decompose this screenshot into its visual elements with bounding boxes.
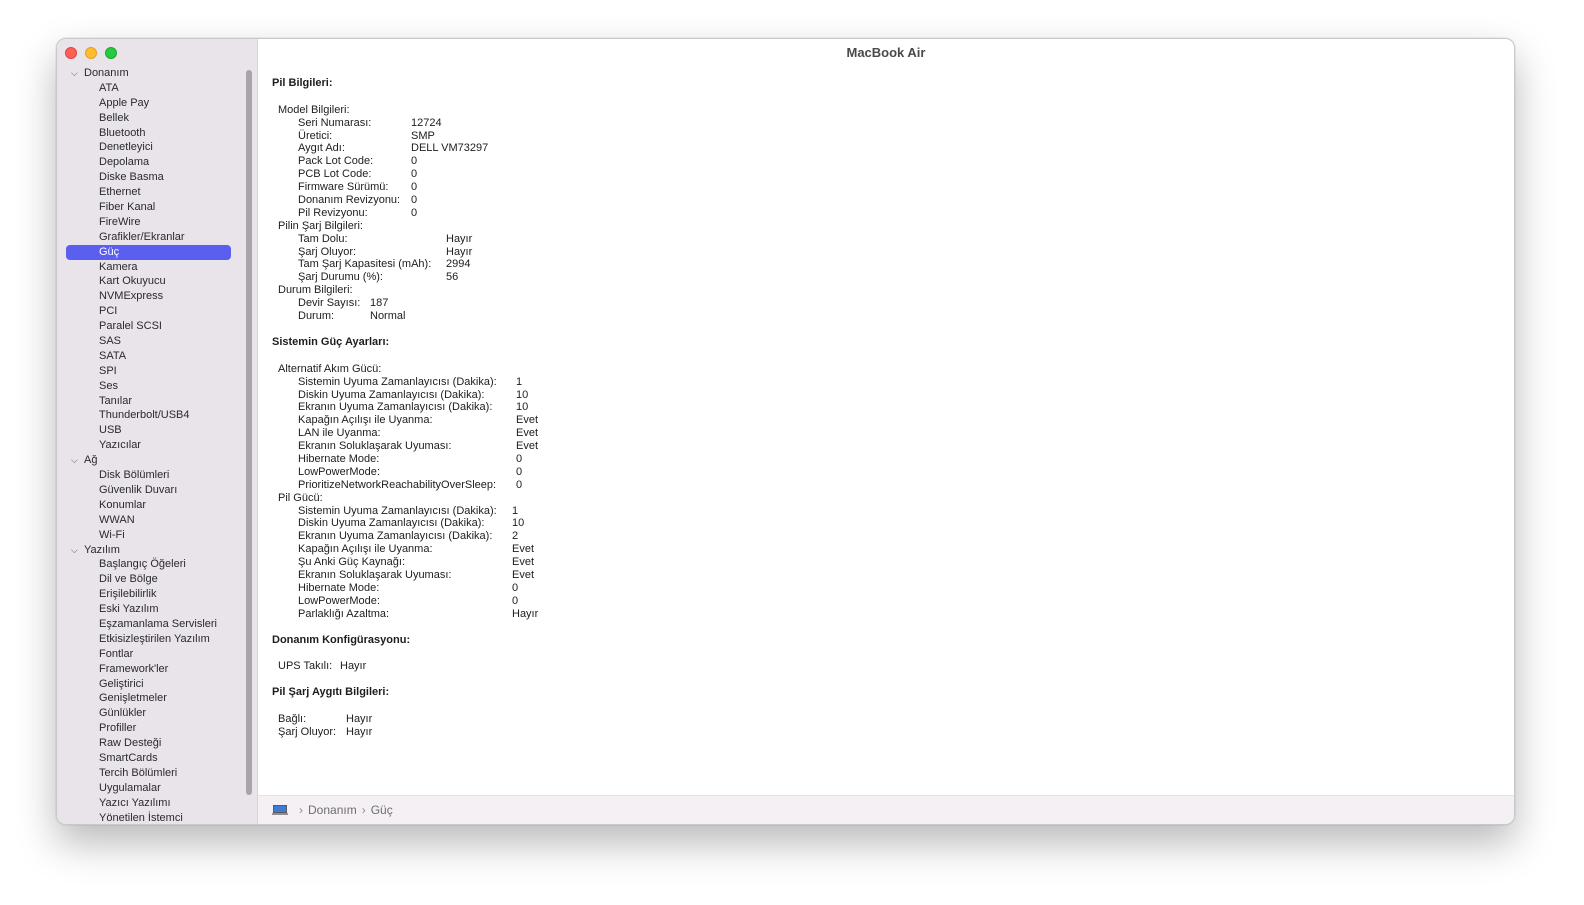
info-key: PCB Lot Code: [298, 168, 372, 181]
sidebar-item[interactable]: Framework'ler [99, 662, 169, 675]
info-key: Bağlı: [278, 713, 307, 726]
info-value: 12724 [411, 116, 442, 129]
info-key: Aygıt Adı: [298, 142, 345, 155]
info-key: UPS Takılı: [278, 660, 333, 673]
info-value: 0 [411, 168, 418, 181]
info-key: Şu Anki Güç Kaynağı: [298, 556, 406, 569]
sidebar-item[interactable]: Günlükler [99, 707, 147, 720]
info-key: Şarj Oluyor: [298, 245, 357, 258]
info-row [272, 414, 1494, 427]
health-info-list [272, 297, 1494, 323]
info-row [272, 376, 1494, 389]
info-key: Donanım Revizyonu: [298, 194, 401, 207]
info-value: 0 [516, 452, 523, 465]
info-value: 0 [411, 194, 418, 207]
info-key: Kapağın Açılışı ile Uyanma: [298, 414, 433, 427]
sidebar-item[interactable]: SPI [99, 364, 117, 377]
battery-heading: Pil Bilgileri: [272, 77, 333, 89]
info-value: 0 [411, 206, 418, 219]
info-value: 56 [446, 271, 459, 284]
sidebar-section[interactable] [57, 66, 247, 81]
sidebar-item[interactable]: Grafikler/Ekranlar [99, 230, 185, 243]
sidebar-item[interactable]: Fontlar [99, 647, 134, 660]
sidebar-item[interactable]: Apple Pay [99, 96, 150, 109]
window-title: MacBook Air [846, 45, 926, 60]
sidebar-item[interactable]: Uygulamalar [99, 781, 161, 794]
sidebar-item[interactable]: USB [99, 424, 122, 437]
info-row [272, 466, 1494, 479]
zoom-button[interactable] [105, 47, 117, 59]
info-key: LAN ile Uyanma: [298, 427, 381, 440]
info-key: Tam Şarj Kapasitesi (mAh): [298, 258, 432, 271]
info-value: 10 [516, 388, 529, 401]
info-value: Hayır [446, 232, 473, 245]
info-key: Ekranın Soluklaşarak Uyuması: [298, 440, 452, 453]
info-value: Hayır [346, 725, 373, 738]
info-row [272, 608, 1494, 621]
sidebar-item[interactable]: Ethernet [99, 186, 141, 199]
sidebar-section-label: Yazılım [84, 543, 120, 556]
ac-power-list [272, 376, 1494, 492]
info-key: Devir Sayısı: [298, 297, 361, 310]
power-report [272, 77, 1494, 739]
info-key: Hibernate Mode: [298, 581, 380, 594]
hardware-config-list [272, 660, 1494, 673]
info-value: Hayır [512, 607, 539, 620]
info-key: LowPowerMode: [298, 465, 380, 478]
sidebar-tree [57, 66, 247, 825]
sidebar-scrollbar[interactable] [246, 70, 252, 795]
breadcrumb-chevron-icon: › [361, 803, 366, 817]
charge-info-list [272, 233, 1494, 285]
sidebar-item[interactable]: Kamera [99, 260, 138, 273]
info-key: Ekranın Soluklaşarak Uyuması: [298, 568, 452, 581]
info-row [272, 543, 1494, 556]
info-key: Parlaklığı Azaltma: [298, 607, 390, 620]
sidebar-item[interactable]: Diske Basma [99, 171, 164, 184]
info-key: Sistemin Uyuma Zamanlayıcısı (Dakika): [298, 375, 497, 388]
sidebar-item[interactable]: Disk Bölümleri [99, 469, 170, 482]
info-row [272, 660, 1494, 673]
sidebar-section-label: Ağ [84, 454, 98, 467]
info-row [272, 233, 1494, 246]
chevron-down-icon[interactable]: ⌵ [71, 544, 78, 555]
info-row [272, 258, 1494, 271]
sidebar-item[interactable]: Dil ve Bölge [99, 573, 158, 586]
charger-info-list [272, 713, 1494, 739]
health-info-label: Durum Bilgileri: [278, 284, 353, 297]
info-value: Normal [370, 310, 406, 323]
info-row [272, 117, 1494, 130]
info-value: 1 [512, 504, 519, 517]
info-row [272, 168, 1494, 181]
window-controls [65, 47, 117, 59]
info-key: Pil Revizyonu: [298, 206, 368, 219]
info-row [272, 310, 1494, 323]
info-value: Evet [512, 543, 535, 556]
breadcrumb-chevron-icon: › [299, 803, 303, 817]
sidebar-section-label: Donanım [84, 67, 129, 79]
info-key: Seri Numarası: [298, 116, 372, 129]
info-key: Diskin Uyuma Zamanlayıcısı (Dakika): [298, 388, 485, 401]
model-info-list [272, 117, 1494, 220]
sidebar-item[interactable]: Tanılar [99, 394, 133, 407]
sidebar-item[interactable]: Bluetooth [99, 126, 146, 139]
info-key: Pack Lot Code: [298, 155, 374, 168]
info-key: PrioritizeNetworkReachabilityOverSleep: [298, 478, 497, 491]
sidebar-item[interactable]: Eski Yazılım [99, 603, 159, 616]
sidebar-item[interactable]: Profiller [99, 722, 137, 735]
sidebar-item[interactable]: Başlangıç Öğeleri [99, 558, 186, 571]
system-information-window [56, 38, 1515, 825]
sidebar [57, 39, 258, 824]
info-key: Tam Dolu: [298, 232, 348, 245]
sidebar-item[interactable]: Etkisizleştirilen Yazılım [99, 632, 210, 645]
info-key: Üretici: [298, 129, 333, 142]
info-key: Diskin Uyuma Zamanlayıcısı (Dakika): [298, 517, 485, 530]
sidebar-item[interactable]: Fiber Kanal [99, 201, 156, 214]
info-value: 0 [512, 581, 519, 594]
sidebar-section[interactable] [57, 543, 247, 558]
info-key: Firmware Sürümü: [298, 181, 389, 194]
info-row [272, 246, 1494, 259]
sidebar-item[interactable]: Bellek [99, 111, 129, 124]
info-value: 0 [411, 155, 418, 168]
info-value: Hayır [346, 713, 373, 726]
info-row [272, 130, 1494, 143]
info-key: Kapağın Açılışı ile Uyanma: [298, 543, 433, 556]
charger-heading: Pil Şarj Aygıtı Bilgileri: [272, 686, 390, 699]
info-value: 0 [516, 465, 523, 478]
battery-power-label: Pil Gücü: [278, 491, 323, 504]
laptop-icon [272, 805, 288, 815]
info-row [272, 142, 1494, 155]
battery-power-list [272, 505, 1494, 621]
info-value: DELL VM73297 [411, 142, 489, 155]
info-value: Hayır [340, 660, 367, 673]
breadcrumb-item-hardware[interactable]: Donanım [308, 803, 357, 817]
info-value: Hayır [446, 245, 473, 258]
info-row [272, 181, 1494, 194]
info-value: Evet [516, 440, 539, 453]
info-value: 0 [516, 478, 523, 491]
info-value: 0 [411, 181, 418, 194]
info-row [272, 271, 1494, 284]
sidebar-item[interactable]: FireWire [99, 215, 141, 228]
info-value: 0 [512, 594, 519, 607]
info-value: SMP [411, 129, 435, 142]
info-key: Durum: [298, 310, 335, 323]
info-key: Ekranın Uyuma Zamanlayıcısı (Dakika): [298, 530, 493, 543]
sidebar-item[interactable]: Wi-Fi [99, 528, 125, 541]
info-value: Evet [516, 414, 539, 427]
info-value: Evet [516, 427, 539, 440]
info-row [272, 155, 1494, 168]
sidebar-item[interactable]: Güç [66, 245, 231, 260]
info-key: LowPowerMode: [298, 594, 380, 607]
sidebar-item[interactable]: Depolama [99, 156, 150, 169]
info-value: 2 [512, 530, 519, 543]
sidebar-item[interactable]: ATA [99, 81, 119, 94]
info-row [272, 440, 1494, 453]
model-info-label: Model Bilgileri: [278, 103, 350, 116]
info-row [272, 530, 1494, 543]
sidebar-item[interactable]: Ses [99, 379, 118, 392]
power-settings-heading: Sistemin Güç Ayarları: [272, 335, 390, 348]
info-key: Ekranın Uyuma Zamanlayıcısı (Dakika): [298, 401, 493, 414]
info-value: Evet [512, 556, 535, 569]
info-value: 187 [370, 297, 389, 310]
chevron-down-icon[interactable]: ⌵ [71, 455, 78, 466]
info-key: Hibernate Mode: [298, 452, 380, 465]
sidebar-item[interactable]: Raw Desteği [99, 737, 162, 750]
sidebar-item[interactable]: Genişletmeler [99, 692, 167, 705]
sidebar-item[interactable]: Yazıcı Yazılımı [99, 796, 171, 809]
info-row [272, 582, 1494, 595]
info-key: Şarj Durumu (%): [298, 271, 383, 284]
info-value: 10 [512, 517, 525, 530]
info-row [272, 517, 1494, 530]
sidebar-item[interactable]: Paralel SCSI [99, 320, 162, 333]
detail-pane [258, 39, 1514, 824]
info-row [272, 401, 1494, 414]
info-value: 1 [516, 375, 523, 388]
sidebar-item[interactable]: Eşzamanlama Servisleri [99, 617, 217, 630]
ac-power-label: Alternatif Akım Gücü: [278, 362, 382, 375]
sidebar-item[interactable]: Konumlar [99, 498, 147, 511]
info-row [272, 453, 1494, 466]
sidebar-item[interactable]: Yönetilen İstemci [99, 811, 183, 824]
sidebar-item[interactable]: WWAN [99, 513, 135, 526]
breadcrumb-item-power[interactable]: Güç [370, 803, 393, 817]
info-row [272, 427, 1494, 440]
sidebar-item[interactable]: Erişilebilirlik [99, 588, 157, 601]
sidebar-item[interactable]: Geliştirici [99, 677, 144, 690]
info-row [272, 389, 1494, 402]
sidebar-section[interactable] [57, 453, 247, 468]
info-key: Sistemin Uyuma Zamanlayıcısı (Dakika): [298, 504, 497, 517]
close-button[interactable] [65, 47, 77, 59]
sidebar-item[interactable]: Kart Okuyucu [99, 275, 166, 288]
charge-info-label: Pilin Şarj Bilgileri: [278, 219, 363, 232]
breadcrumb [258, 795, 1514, 824]
info-row [272, 726, 1494, 739]
info-row [272, 479, 1494, 492]
info-value: Evet [512, 568, 535, 581]
info-row [272, 505, 1494, 518]
sidebar-item[interactable]: NVMExpress [99, 290, 164, 303]
sidebar-item[interactable]: Tercih Bölümleri [99, 766, 178, 779]
sidebar-item[interactable]: Thunderbolt/USB4 [99, 409, 190, 422]
hardware-config-heading: Donanım Konfigürasyonu: [272, 633, 411, 646]
chevron-down-icon[interactable]: ⌵ [71, 68, 78, 78]
info-row [272, 297, 1494, 310]
sidebar-item[interactable]: SmartCards [99, 751, 158, 764]
info-row [272, 713, 1494, 726]
sidebar-item[interactable]: SAS [99, 335, 122, 348]
sidebar-item[interactable]: PCI [99, 305, 118, 318]
info-key: Şarj Oluyor: [278, 725, 337, 738]
info-value: 10 [516, 401, 529, 414]
sidebar-item[interactable]: Denetleyici [99, 141, 153, 154]
info-row [272, 556, 1494, 569]
info-value: 2994 [446, 258, 471, 271]
info-row [272, 595, 1494, 608]
info-row [272, 194, 1494, 207]
info-row [272, 569, 1494, 582]
sidebar-item[interactable]: Yazıcılar [99, 439, 141, 452]
minimize-button[interactable] [85, 47, 97, 59]
sidebar-item[interactable]: Güvenlik Duvarı [99, 483, 178, 496]
info-row [272, 207, 1494, 220]
sidebar-item[interactable]: SATA [99, 349, 127, 362]
